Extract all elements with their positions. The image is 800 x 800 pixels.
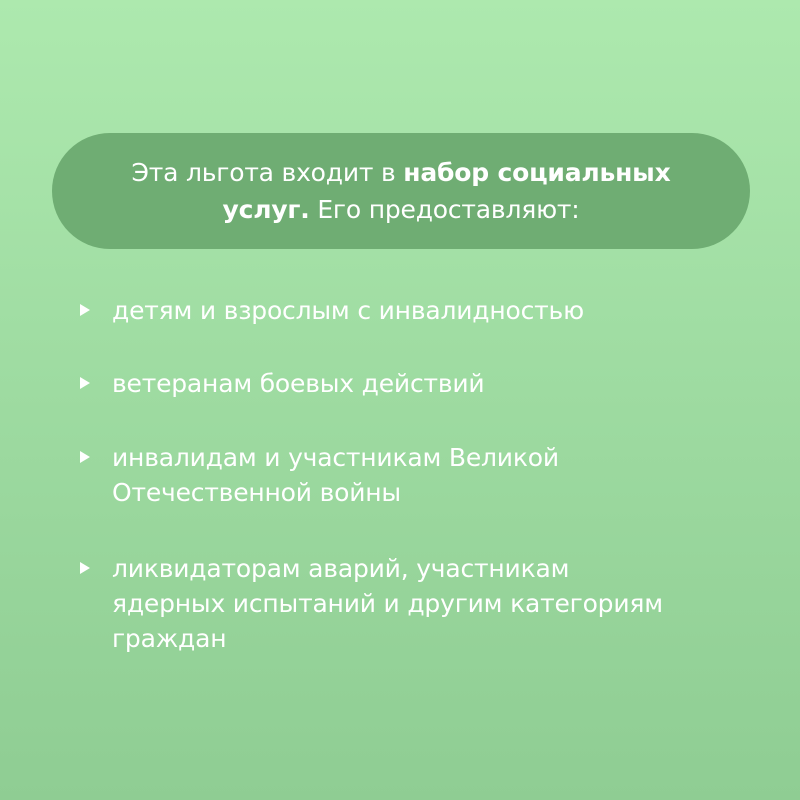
header-banner [52,133,750,249]
triangle-bullet-icon [80,377,90,389]
triangle-bullet-icon [80,304,90,316]
triangle-bullet-icon [80,451,90,463]
header-text [112,154,690,228]
list-item [80,366,712,401]
list-item [80,551,672,656]
list-item-text: инвалидам и участникам Великой Отечественной войны [112,443,559,507]
list-item-text: ветеранам боевых действий [112,369,485,398]
triangle-bullet-icon [80,562,90,574]
header-text-part1: Эта льгота входит в [131,158,404,187]
list-item-text: детям и взрослым с инвалидностью [112,296,584,325]
header-text-bold: набор социальных услуг. [222,158,671,224]
header-text-part2: Его предоставляют: [309,195,580,224]
list-item [80,440,652,510]
list-item [80,293,712,328]
list-item-text: ликвидаторам аварий, участникам ядерных испытаний и другим категориям граждан [112,554,663,653]
